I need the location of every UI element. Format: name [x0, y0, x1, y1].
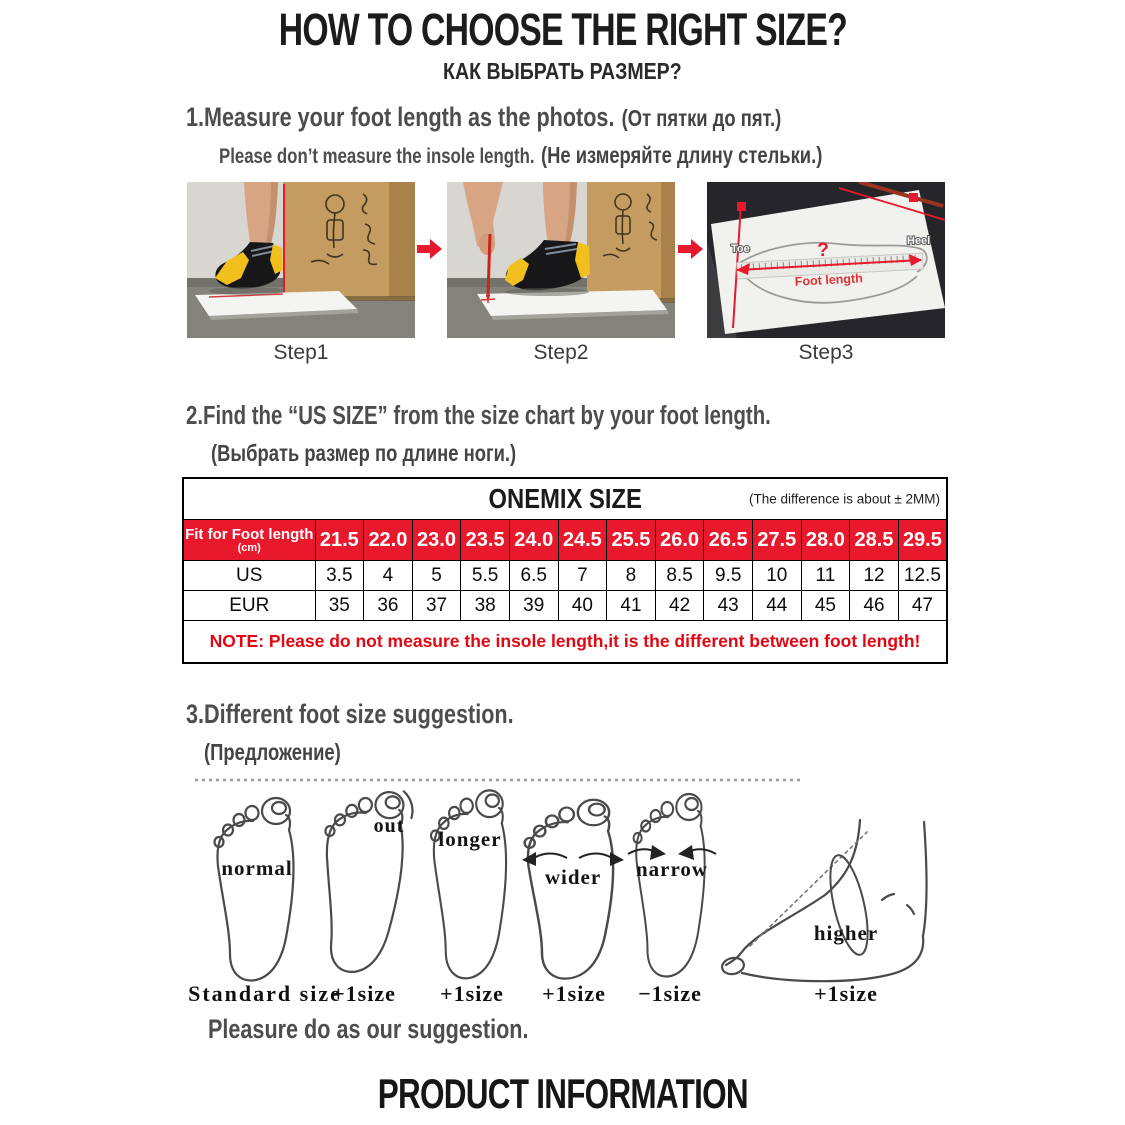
eur-size-cell: 47 — [898, 591, 947, 621]
size-label-higher: +1size — [814, 981, 878, 1006]
foot-narrow-label: narrow — [635, 857, 709, 881]
size-label-longer: +1size — [440, 981, 504, 1006]
us-size-cell: 6.5 — [509, 561, 558, 591]
foot-length-cell: 28.0 — [801, 520, 850, 561]
section1-subheading-en: Please don’t measure the insole length. — [219, 145, 535, 168]
step1-label: Step1 — [273, 341, 329, 364]
section2-heading-ru: (Выбрать размер по длине ноги.) — [211, 440, 517, 466]
eur-size-cell: 37 — [412, 591, 461, 621]
section3-heading-ru: (Предложение) — [204, 739, 341, 765]
foot-length-cell: 24.5 — [558, 520, 607, 561]
foot-length-cell: 27.5 — [752, 520, 801, 561]
size-table-title: ONEMIX SIZE — [488, 483, 642, 514]
foot-out-label: out — [373, 815, 405, 837]
footer-title: PRODUCT INFORMATION — [377, 1070, 748, 1117]
section2-heading-en: 2.Find the “US SIZE” from the size chart by your foot length. — [186, 402, 771, 430]
foot-length-cell: 26.0 — [655, 520, 704, 561]
size-table — [182, 477, 948, 664]
foot-length-cell: 22.0 — [364, 520, 413, 561]
size-adjustment-labels — [188, 981, 878, 1006]
us-size-cell: 12 — [850, 561, 899, 591]
photo-step3-illustration — [707, 182, 945, 338]
note-row — [183, 621, 947, 664]
foot-length-cell: 25.5 — [607, 520, 656, 561]
section3-heading — [186, 696, 596, 771]
photo-step1-illustration — [187, 182, 415, 338]
foot-length-cell: 21.5 — [315, 520, 364, 561]
us-size-cell: 8.5 — [655, 561, 704, 591]
eur-size-cell: 35 — [315, 591, 364, 621]
eur-size-cell: 41 — [607, 591, 656, 621]
size-label-narrow: −1size — [638, 981, 702, 1006]
foot-longer — [431, 790, 506, 978]
eur-size-row — [183, 591, 947, 621]
foot-length-cell: 29.5 — [898, 520, 947, 561]
photo-step1 — [187, 182, 415, 338]
eur-size-cell: 44 — [752, 591, 801, 621]
eur-size-cell: 39 — [509, 591, 558, 621]
eur-size-cell: 46 — [850, 591, 899, 621]
us-size-cell: 3.5 — [315, 561, 364, 591]
size-label-out: +1size — [332, 981, 396, 1006]
wider-arrows-icon — [522, 852, 624, 866]
footer-note: Pleasure do as our suggestion. — [208, 1014, 529, 1044]
us-size-cell: 10 — [752, 561, 801, 591]
foot-higher — [721, 820, 927, 981]
photo-step3 — [707, 182, 945, 338]
section2-heading — [186, 398, 917, 472]
us-size-cell: 8 — [607, 561, 656, 591]
us-size-cell: 5.5 — [461, 561, 510, 591]
us-size-cell: 7 — [558, 561, 607, 591]
photo-step2-illustration — [447, 182, 675, 338]
eur-size-cell: 43 — [704, 591, 753, 621]
foot-suggestion-diagrams — [170, 772, 960, 1017]
step2-label: Step2 — [533, 341, 589, 364]
us-size-cell: 5 — [412, 561, 461, 591]
eur-size-cell: 42 — [655, 591, 704, 621]
size-label-wider: +1size — [542, 981, 606, 1006]
us-row-header: US — [183, 561, 315, 591]
size-table-note: NOTE: Please do not measure the insole length,it is the different between foot length! — [183, 621, 947, 664]
section1-heading-ru: (От пятки до пят.) — [621, 105, 782, 131]
us-size-cell: 4 — [364, 561, 413, 591]
foot-narrow — [628, 794, 716, 976]
size-table-tolerance: (The difference is about ± 2MM) — [749, 491, 940, 507]
red-arrow-icon — [678, 238, 704, 265]
foot-length-cell: 26.5 — [704, 520, 753, 561]
page-title: HOW TO CHOOSE THE RIGHT SIZE? — [278, 4, 847, 55]
step3-label: Step3 — [798, 341, 854, 364]
photo-step2 — [447, 182, 675, 338]
us-size-cell: 9.5 — [704, 561, 753, 591]
foot-length-cell: 28.5 — [850, 520, 899, 561]
foot-length-label: Foot length — [794, 271, 864, 289]
foot-length-row — [183, 520, 947, 561]
size-label-standard: Standard size — [188, 981, 342, 1006]
foot-length-cell: 24.0 — [509, 520, 558, 561]
foot-higher-label: higher — [813, 921, 879, 945]
section1-heading-en: 1.Measure your foot length as the photos. — [186, 102, 615, 132]
foot-longer-label: longer — [438, 827, 502, 851]
section1-subheading-ru: (Не измеряйте длину стельки.) — [540, 142, 823, 168]
foot-normal — [215, 798, 294, 980]
eur-size-cell: 36 — [364, 591, 413, 621]
question-mark-label: ? — [817, 240, 829, 261]
eur-row-header: EUR — [183, 591, 315, 621]
toe-label: Toe — [731, 243, 750, 255]
us-size-row — [183, 561, 947, 591]
heel-label: Heel — [907, 235, 931, 247]
section3-heading-en: 3.Different foot size suggestion. — [186, 699, 514, 729]
foot-normal-label: normal — [221, 856, 293, 880]
cardboard-box — [283, 182, 415, 301]
section1-heading — [186, 99, 973, 174]
foot-out — [313, 785, 414, 976]
size-table-header-row — [183, 478, 947, 520]
foot-length-cell: 23.5 — [461, 520, 510, 561]
red-arrow-icon — [417, 238, 443, 265]
eur-size-cell: 45 — [801, 591, 850, 621]
page-subtitle: КАК ВЫБРАТЬ РАЗМЕР? — [443, 58, 682, 84]
us-size-cell: 11 — [801, 561, 850, 591]
cardboard-box — [587, 182, 675, 303]
foot-wider — [522, 800, 624, 979]
eur-size-cell: 38 — [461, 591, 510, 621]
foot-length-cell: 23.0 — [412, 520, 461, 561]
foot-wider-label: wider — [544, 865, 602, 889]
foot-length-row-header: Fit for Foot length (cm) — [183, 520, 315, 561]
us-size-cell: 12.5 — [898, 561, 947, 591]
eur-size-cell: 40 — [558, 591, 607, 621]
